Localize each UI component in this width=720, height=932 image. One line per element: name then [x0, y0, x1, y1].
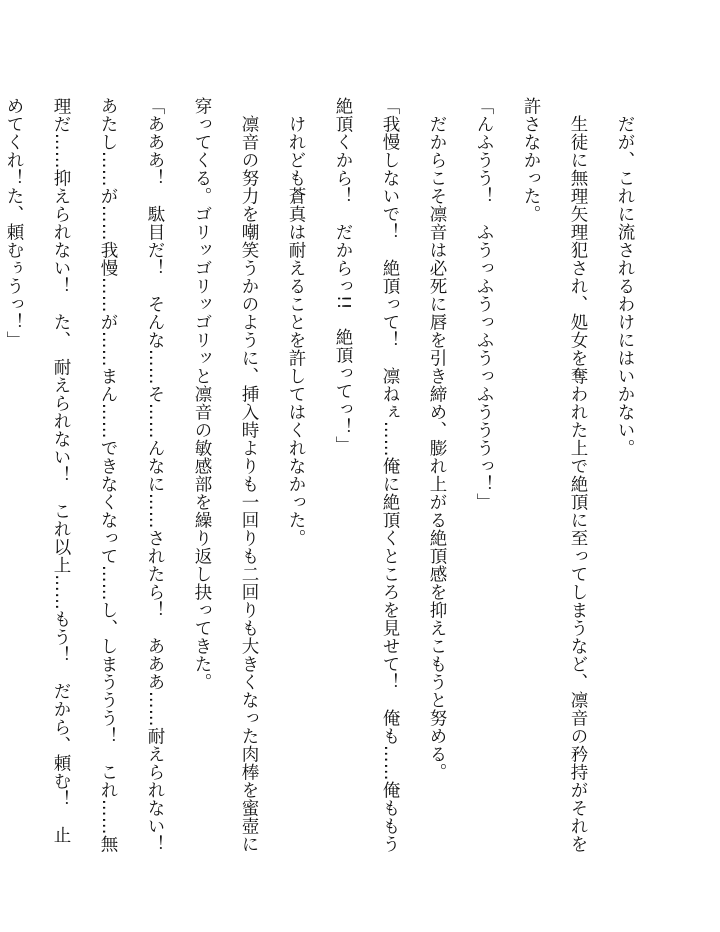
- paragraph-3: だからこそ凛音は必死に唇を引き締め、膨れ上がる絶頂感を抑えこもうと努める。: [427, 114, 447, 781]
- paragraph-2: 生徒に無理矢理犯され、処女を奪われた上で絶頂に至ってしまうなど、凛音の矜持がそれを許さなかった。: [521, 97, 588, 853]
- paragraph-1: だが、これに流されるわけにはいかない。: [615, 114, 635, 457]
- dialogue-1: 「んふうう！ ふうっふうっふうっふうううっ！」: [474, 97, 494, 511]
- paragraph-5: 凛音の努力を嘲笑うかのように、挿入時よりも一回りも二回りも大きくなった肉棒を蜜壺に穿ってくる。ゴリッゴリッゴリッと凛音の敏感部を繰り返し抉ってきた。: [192, 97, 259, 853]
- dialogue-3: 「あああ！ 駄目だ！ そんな……そ……んなに……されたら！ あああ……耐えられない！ あたし……が……我慢……が……まん……できなくなって……し、しまううう！ これ……無理だ……抑えられない！ た、 耐えられない！ これ以上……もう！ だから、頼む！ 止めてくれ！た、頼むぅうっ！」: [4, 97, 165, 871]
- dialogue-2: 「我慢しないで！ 絶頂って！ 凛ねぇ……俺に絶頂くところを見せて！ 俺も……俺ももう絶頂くから！ だからっ!! 絶頂ってっ！」: [333, 97, 400, 853]
- vertical-text-body: [4, 97, 648, 871]
- paragraph-4: けれども蒼真は耐えることを許してはくれなかった。: [286, 114, 306, 547]
